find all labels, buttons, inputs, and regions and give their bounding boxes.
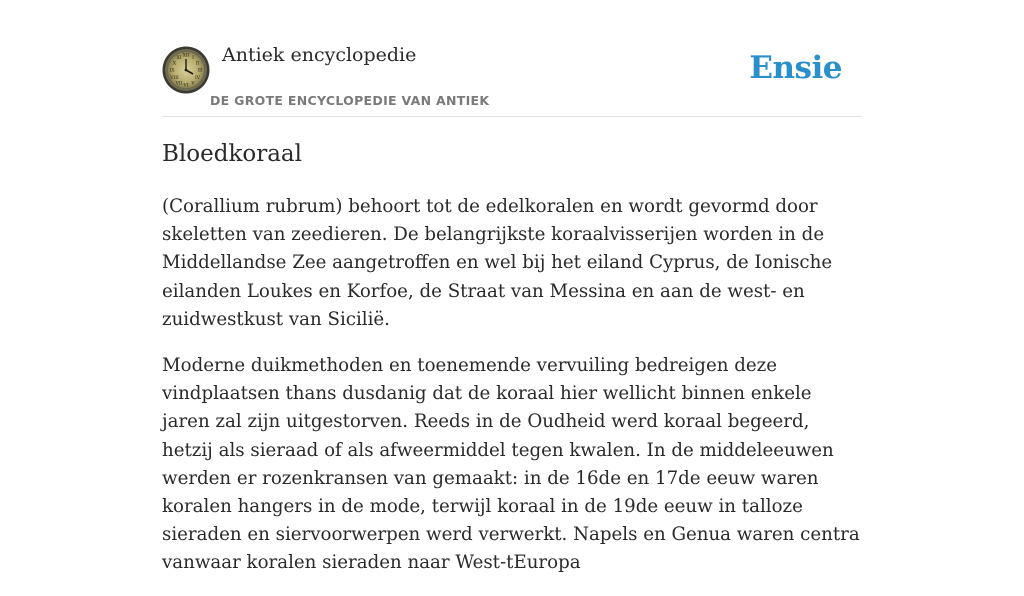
article-paragraph: Moderne duikmethoden en toenemende vervuiling bedreigen deze vindplaatsen thans dusdanig dat de koraal hier wellicht binnen enkele jaren zal zijn uitgestorven. Reeds in de Oudheid werd koraal begeerd, hetzij als sieraad of als afweermiddel tegen kwalen. In de middeleeuwen werden er rozenkransen van gemaakt: in de 16de en 17de eeuw waren koralen hangers in de mode, terwijl koraal in de 19de eeuw in talloze sieraden en siervoorwerpen werd verwerkt. Napels en Genua waren centra vanwaar koralen sieraden naar West-tEuropa bbox=[162, 355, 860, 574]
site-subtitle: DE GROTE ENCYCLOPEDIE VAN ANTIEK bbox=[210, 93, 490, 108]
svg-text:XI: XI bbox=[176, 56, 182, 61]
svg-text:V: V bbox=[191, 81, 195, 87]
article-paragraph: (Corallium rubrum) behoort tot de edelkoralen en wordt gevormd door skeletten van zeedieren. De belangrijkste koraalvisserijen worden in de Middellandse Zee aangetroffen en wel bij het eiland Cyprus, de Ionische eilanden Loukes en Korfoe, de Straat van Messina en aan de west- en zuidwestkust van Sicilië. bbox=[162, 196, 833, 330]
site-header bbox=[162, 0, 862, 117]
brand-logo[interactable]: Ensie bbox=[749, 50, 842, 86]
svg-text:III: III bbox=[197, 68, 203, 74]
svg-text:IX: IX bbox=[169, 68, 175, 74]
article bbox=[162, 138, 862, 596]
svg-text:VI: VI bbox=[183, 83, 189, 89]
svg-text:X: X bbox=[172, 61, 177, 67]
svg-text:II: II bbox=[195, 61, 200, 67]
svg-text:I: I bbox=[192, 56, 194, 61]
svg-text:VII: VII bbox=[175, 81, 183, 87]
svg-text:IV: IV bbox=[194, 76, 201, 81]
svg-text:XII: XII bbox=[182, 53, 190, 59]
clock-icon[interactable] bbox=[162, 46, 210, 94]
site-title[interactable]: Antiek encyclopedie bbox=[222, 44, 417, 66]
svg-text:VIII: VIII bbox=[170, 76, 179, 81]
page-title: Bloedkoraal bbox=[162, 141, 302, 167]
